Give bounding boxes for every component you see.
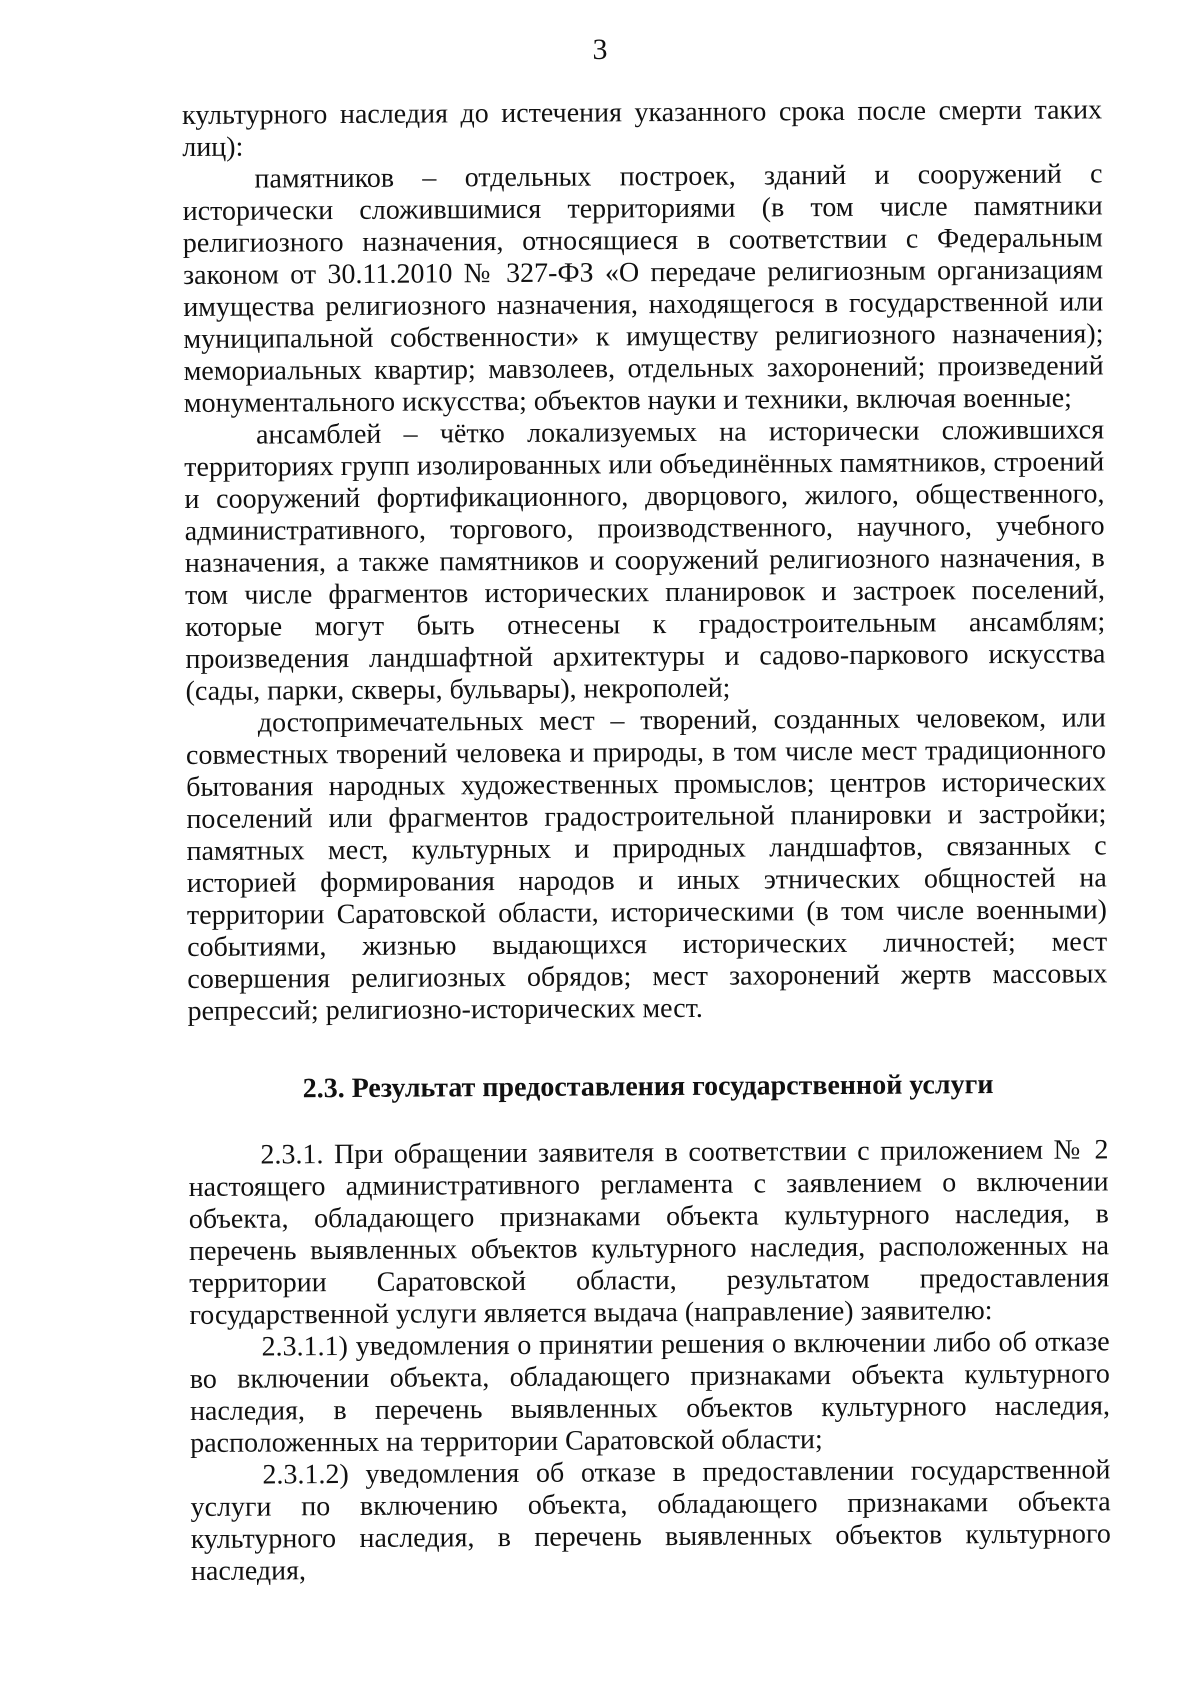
paragraph-2-3-1: 2.3.1. При обращении заявителя в соответствии с приложением № 2 настоящего административного регламента с заявлением о включении объекта, обладающего признаками объекта культурного наследия, в перечень выявленных объектов культурного наследия, расположенных на территории Саратовской области, результатом предоставления государственной услуги является выдача (направление) заявителю: xyxy=(188,1134,1110,1331)
paragraph-2-3-1-1: 2.3.1.1) уведомления о принятии решения о включении либо об отказе во включении объекта, обладающего признаками объекта культурного наследия, в перечень выявленных объектов культурного наследия, расположенных на территории Саратовской области; xyxy=(189,1326,1111,1459)
paragraph-2-3-1-2: 2.3.1.2) уведомления об отказе в предоставлении государственной услуги по включению объекта, обладающего признаками объекта культурного наследия, в перечень выявленных объектов культурного наследия, xyxy=(190,1454,1111,1587)
section-heading: 2.3. Результат предоставления государственной услуги xyxy=(302,1069,994,1105)
page-number: 3 xyxy=(592,33,608,66)
document-body xyxy=(182,94,1111,1588)
paragraph-monuments: памятников – отдельных построек, зданий и сооружений с исторически сложившимися территориями (в том числе памятники религиозного назначения, относящиеся в соответствии с Федеральным законом от 30.11.2010 № 327-ФЗ «О передаче религиозным организациям имущества религиозного назначения, находящегося в государственной или муниципальной собственности» к имуществу религиозного назначения); мемориальных квартир; мавзолеев, отдельных захоронений; произведений монументального искусства; объектов науки и техники, включая военные; xyxy=(182,158,1104,419)
paragraph-ensembles: ансамблей – чётко локализуемых на исторически сложившихся территориях групп изолированных или объединённых памятников, строений и сооружений фортификационного, дворцового, жилого, общественного, административного, торгового, производственного, научного, учебного назначения, а также памятников и сооружений религиозного назначения, в том числе фрагментов исторических планировок и застроек поселений, которые могут быть отнесены к градостроительным ансамблям; произведения ландшафтной архитектуры и садово-паркового искусства (сады, парки, скверы, бульвары), некрополей; xyxy=(184,414,1106,707)
paragraph-landmarks: достопримечательных мест – творений, созданных человеком, или совместных творений человека и природы, в том числе мест традиционного бытования народных художественных промыслов; центров исторических поселений или фрагментов градостроительной планировки и застройки; памятных мест, культурных и природных ландшафтов, связанных с историей формирования народов и иных этнических общностей на территории Саратовской области, историческими (в том числе военными) событиями, жизнью выдающихся исторических личностей; мест совершения религиозных обрядов; мест захоронений жертв массовых репрессий; религиозно-исторических мест. xyxy=(185,702,1108,1027)
paragraph-continuation: культурного наследия до истечения указанного срока после смерти таких лиц): xyxy=(182,94,1103,163)
